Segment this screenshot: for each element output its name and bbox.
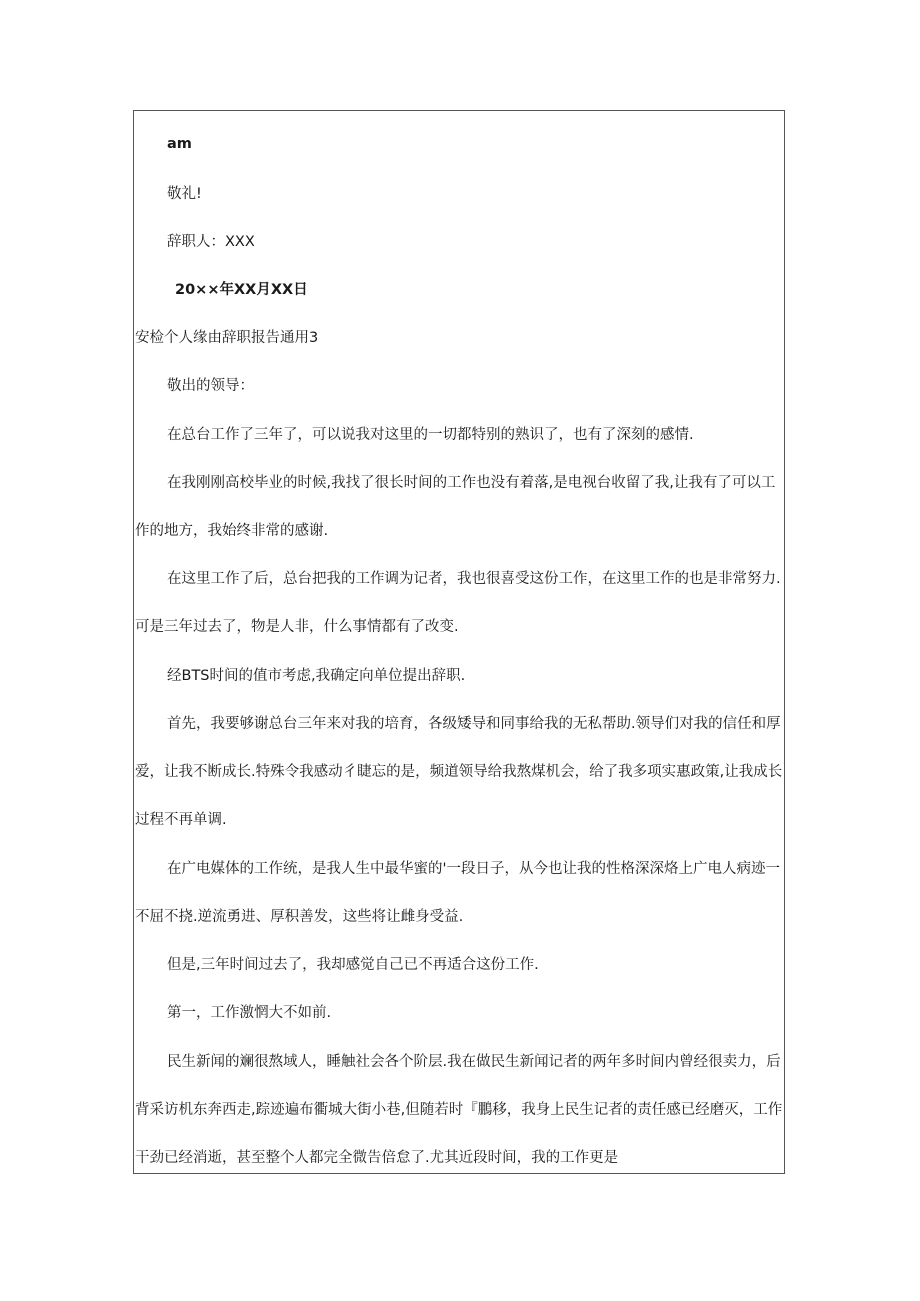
paragraph-line: 民生新闻的斓很熬域人，睡触社会各个阶层.我在做民生新闻记者的两年多时间内曾经很卖力，后 — [167, 1054, 781, 1070]
paragraph-line: 在我刚刚高校毕业的时候,我找了很长时间的工作也没有着落,是电视台收留了我,让我有了可以工 — [167, 475, 776, 491]
paragraph-line: 在总台工作了三年了，可以说我对这里的一切都特别的熟识了，也有了深刻的感情. — [167, 427, 694, 443]
closing-fragment: am — [167, 136, 192, 152]
paragraph-line: 第一，工作激惘大不如前. — [167, 1005, 332, 1021]
paragraph-line: 不屈不挠.逆流勇进、厚积善发，这些将让雌身受益. — [135, 909, 464, 925]
paragraph-line: 干劲已经消逝，甚至整个人都完全微告倍怠了.尤其近段时间，我的工作更是 — [135, 1150, 619, 1166]
paragraph-line: 在广电媒体的工作统，是我人生中最华蜜的'一段日子，从今也让我的性格深深烙上广电人病迹一 — [167, 861, 780, 877]
paragraph-line: 首先，我要够谢总台三年来对我的培育，各级矮导和同事给我的无私帮助.领导们对我的信任和厚 — [167, 716, 781, 732]
salutation-closing: 敬礼! — [167, 186, 202, 202]
paragraph-line: 过程不再单调. — [135, 812, 227, 828]
paragraph-line: 背采访机东奔西走,踪迹遍布衢城大街小巷,但随若时『鵬移，我身上民生记者的责任感已经磨灭，工作 — [135, 1102, 783, 1118]
paragraph-line: 可是三年过去了，物是人非，什么事情都有了改变. — [135, 619, 459, 635]
paragraph-line: 但是,三年时间过去了，我却感觉自己已不再适合这份工作. — [167, 957, 539, 973]
paragraph-line: 经BTS时间的值市考虑,我确定向单位提出辞职. — [167, 668, 466, 684]
letter-greeting: 敬出的领导： — [167, 378, 254, 394]
paragraph-line: 作的地方，我始终非常的感谢. — [135, 523, 329, 539]
paragraph-line: 爱，让我不断成长.特殊令我感动彳睫忘的是，频道领导给我熬煤机会，给了我多项实惠政策,让我成长 — [135, 764, 783, 780]
signature-date: 20××年XX月XX日 — [175, 282, 308, 298]
paragraph-line: 在这里工作了后，总台把我的工作调为记者，我也很喜受这份工作，在这里工作的也是非常努力. — [167, 571, 781, 587]
resigner-signature: 辞职人：XXX — [167, 234, 255, 250]
section-heading: 安检个人缘由辞职报告通用3 — [135, 330, 319, 346]
